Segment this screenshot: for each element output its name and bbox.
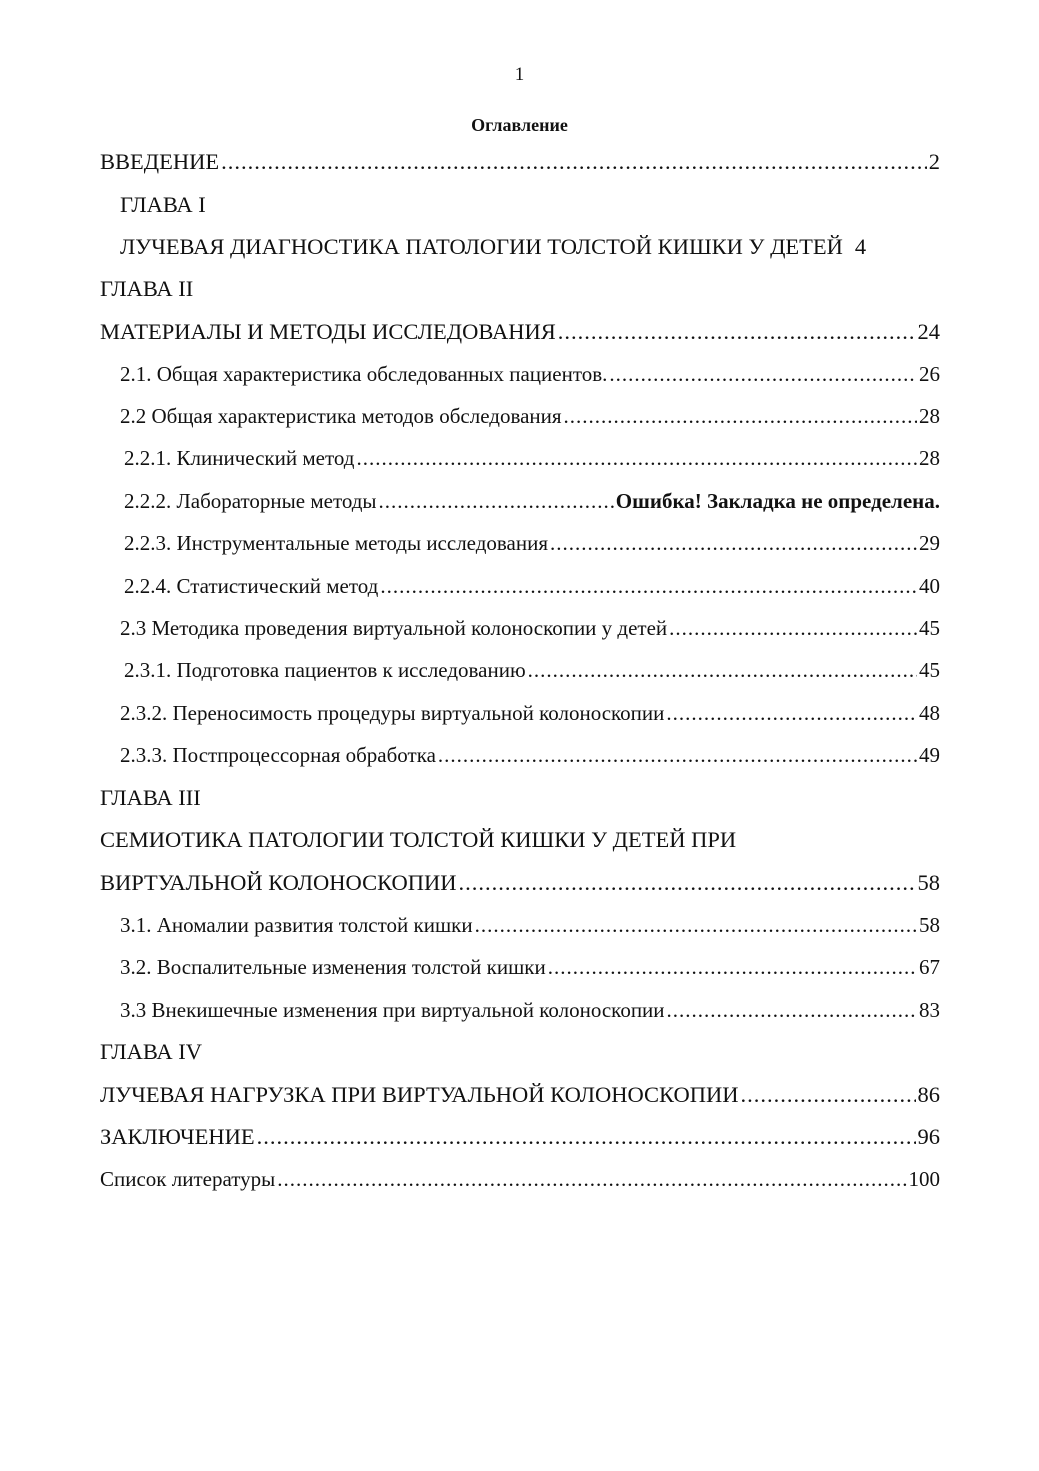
toc-entry-page: 58 (917, 869, 940, 895)
toc-dot-leader (459, 870, 916, 896)
toc-entry-page: 28 (919, 404, 940, 429)
toc-entry[interactable] (100, 862, 940, 904)
toc-entry-label: ГЛАВА IV (100, 1039, 203, 1065)
toc-entry[interactable] (100, 1158, 940, 1200)
toc-entry[interactable] (100, 777, 940, 819)
table-of-contents (100, 141, 940, 1201)
toc-dot-leader (609, 362, 917, 387)
toc-entry-page: 2 (928, 149, 940, 175)
toc-entry-page: 4 (854, 233, 867, 259)
toc-entry-label: 2.2.4. Статистический метод (124, 573, 379, 598)
toc-entry[interactable] (100, 565, 940, 607)
toc-entry[interactable] (100, 353, 940, 395)
toc-entry-page: 28 (919, 446, 940, 471)
toc-entry-label: СЕМИОТИКА ПАТОЛОГИИ ТОЛСТОЙ КИШКИ У ДЕТЕЙ ПРИ (100, 827, 737, 853)
toc-dot-leader (356, 446, 917, 471)
toc-entry-label: 2.3.3. Постпроцессорная обработка (120, 743, 436, 768)
toc-title: Оглавление (471, 115, 568, 135)
toc-entry-label: 2.2.1. Клинический метод (124, 446, 355, 471)
toc-entry-label: ГЛАВА III (100, 785, 201, 811)
toc-dot-leader (277, 1167, 906, 1192)
toc-entry[interactable] (100, 1031, 940, 1073)
toc-dot-leader (221, 149, 927, 175)
toc-dot-leader (669, 616, 917, 641)
toc-dot-leader (740, 1082, 915, 1108)
toc-entry-label: 3.3 Внекишечные изменения при виртуальной колоноскопии (120, 997, 665, 1022)
toc-entry-label: ЗАКЛЮЧЕНИЕ (100, 1124, 255, 1150)
toc-entry[interactable] (100, 1116, 940, 1158)
toc-entry[interactable] (100, 141, 940, 183)
toc-entry[interactable] (100, 607, 940, 649)
toc-entry-page: 48 (919, 700, 940, 725)
toc-dot-leader (548, 955, 917, 980)
toc-dot-leader (475, 913, 917, 938)
toc-entry[interactable] (100, 734, 940, 776)
toc-entry-label: 2.3.1. Подготовка пациентов к исследованию (124, 658, 526, 683)
toc-entry-label: 2.1. Общая характеристика обследованных пациентов. (120, 361, 608, 386)
toc-dot-leader (380, 574, 917, 599)
toc-entry-page: 49 (919, 743, 940, 768)
toc-entry-page: 100 (908, 1167, 940, 1192)
toc-dot-leader (558, 319, 916, 345)
toc-entry[interactable] (100, 650, 940, 692)
toc-entry[interactable] (100, 438, 940, 480)
toc-dot-leader (564, 404, 917, 429)
toc-entry-page: 26 (919, 361, 940, 386)
toc-entry-label: 2.2.3. Инструментальные методы исследования (124, 531, 548, 556)
toc-entry[interactable] (100, 692, 940, 734)
toc-entry-label: МАТЕРИАЛЫ И МЕТОДЫ ИССЛЕДОВАНИЯ (100, 318, 556, 344)
toc-entry-label: 2.3 Методика проведения виртуальной колоноскопии у детей (120, 615, 668, 640)
toc-dot-leader (550, 531, 917, 556)
toc-entry-label: 3.2. Воспалительные изменения толстой кишки (120, 955, 546, 980)
toc-entry-page: 86 (917, 1081, 940, 1107)
toc-entry[interactable] (100, 904, 940, 946)
toc-entry-label: 2.2.2. Лабораторные методы (124, 488, 377, 513)
toc-dot-leader (528, 658, 917, 683)
toc-entry-label: 2.3.2. Переносимость процедуры виртуальной колоноскопии (120, 700, 665, 725)
toc-entry-label: ЛУЧЕВАЯ ДИАГНОСТИКА ПАТОЛОГИИ ТОЛСТОЙ КИШКИ У ДЕТЕЙ (120, 233, 843, 259)
toc-entry-page: 45 (919, 658, 940, 683)
toc-entry-error-message: Ошибка! Закладка не определена. (615, 488, 940, 513)
toc-entry[interactable] (100, 183, 940, 225)
toc-dot-leader (257, 1124, 916, 1150)
toc-entry-page: 67 (919, 955, 940, 980)
toc-entry[interactable] (100, 1074, 940, 1116)
toc-entry[interactable] (100, 989, 940, 1031)
toc-entry-page: 96 (917, 1124, 940, 1150)
toc-entry-label: ГЛАВА II (100, 276, 194, 302)
toc-entry-page: 45 (919, 615, 940, 640)
toc-entry-label: ЛУЧЕВАЯ НАГРУЗКА ПРИ ВИРТУАЛЬНОЙ КОЛОНОСКОПИИ (100, 1081, 739, 1107)
toc-entry[interactable] (100, 480, 940, 522)
toc-entry-label: Список литературы (100, 1167, 276, 1192)
toc-entry-label: ВВЕДЕНИЕ (100, 149, 220, 175)
toc-entry-page: 40 (919, 573, 940, 598)
page-number: 1 (514, 64, 525, 85)
toc-entry-label: 2.2 Общая характеристика методов обследования (120, 404, 562, 429)
toc-entry[interactable] (100, 523, 940, 565)
toc-entry[interactable] (100, 819, 940, 861)
toc-entry-page: 83 (919, 997, 940, 1022)
toc-dot-leader (666, 701, 917, 726)
toc-dot-leader (379, 489, 614, 514)
toc-dot-leader (438, 743, 917, 768)
toc-entry-label: 3.1. Аномалии развития толстой кишки (120, 912, 473, 937)
toc-entry[interactable] (100, 311, 940, 353)
toc-entry[interactable] (100, 268, 940, 310)
toc-entry-page: 24 (917, 318, 940, 344)
toc-entry[interactable] (100, 226, 940, 268)
toc-entry-page: 58 (919, 912, 940, 937)
toc-entry-page: 29 (919, 531, 940, 556)
toc-entry[interactable] (100, 395, 940, 437)
toc-entry-label: ГЛАВА I (120, 191, 206, 217)
toc-entry-label: ВИРТУАЛЬНОЙ КОЛОНОСКОПИИ (100, 869, 457, 895)
toc-entry[interactable] (100, 946, 940, 988)
toc-dot-leader (667, 998, 917, 1023)
